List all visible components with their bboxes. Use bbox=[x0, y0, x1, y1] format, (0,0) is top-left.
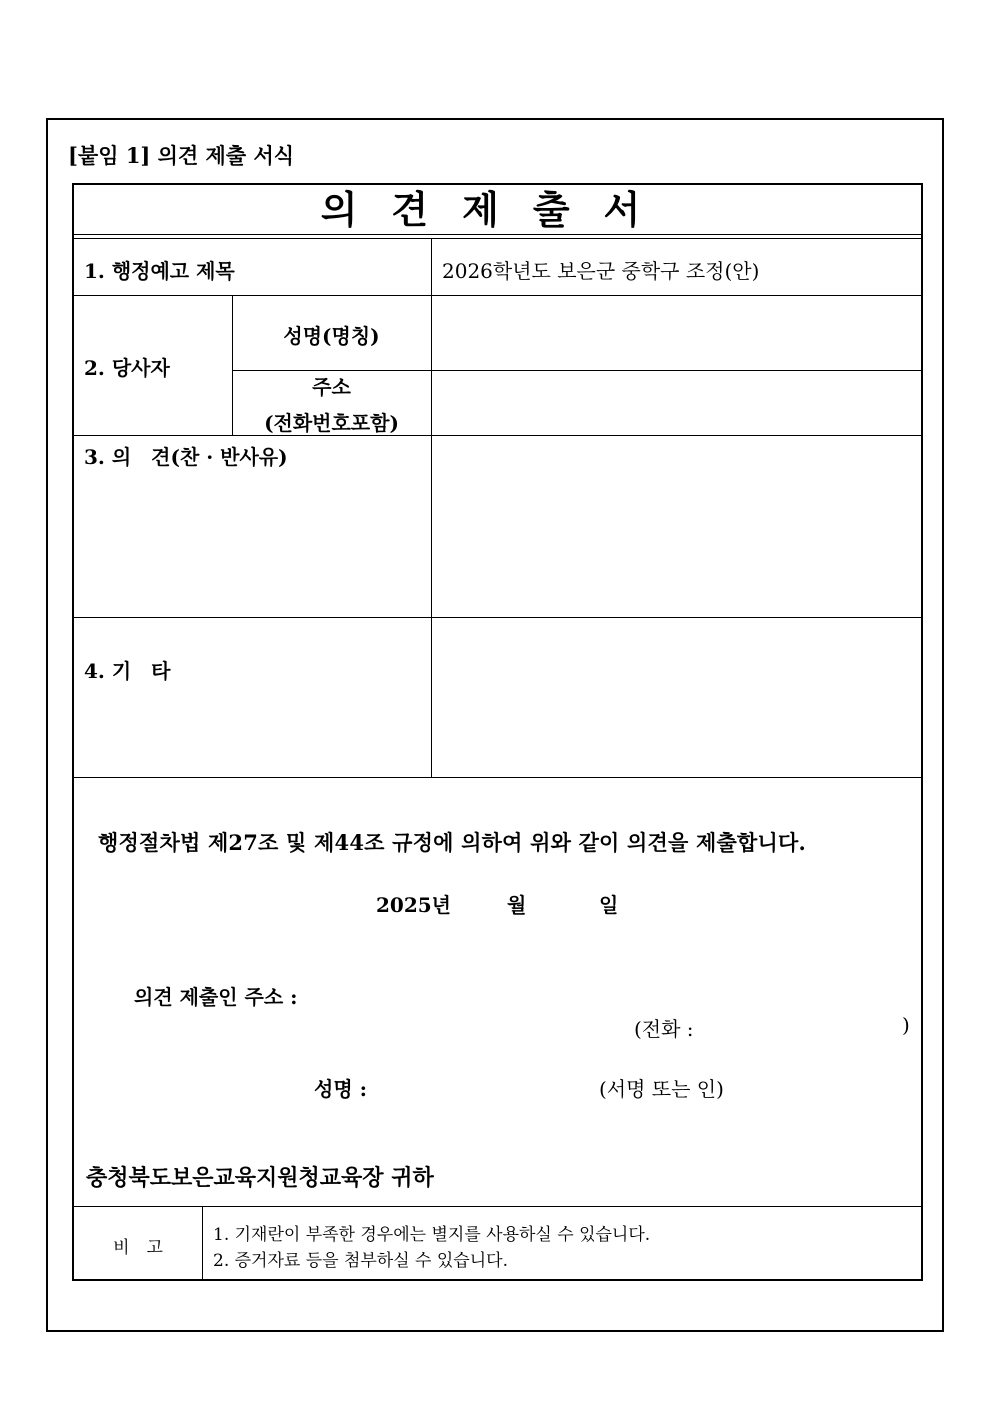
submitter-address-label: 의견 제출인 주소 : bbox=[134, 985, 298, 1009]
other-field[interactable] bbox=[432, 618, 922, 777]
recipient: 충청북도보은교육지원청교육장 귀하 bbox=[86, 1165, 434, 1191]
name-label: 성명(명칭) bbox=[283, 324, 380, 348]
opinion-form bbox=[72, 183, 923, 1281]
date-year: 2025년 bbox=[376, 893, 451, 917]
party-label: 2. 당사자 bbox=[84, 356, 170, 380]
opinion-label: 3. 의 견(찬 · 반사유) bbox=[84, 445, 288, 469]
signature-label: (서명 또는 인) bbox=[599, 1077, 724, 1101]
address-label-line1: 주소 bbox=[312, 375, 351, 399]
attachment-label: [붙임 1] 의견 제출 서식 bbox=[68, 143, 295, 168]
remarks-column-divider bbox=[202, 1206, 203, 1281]
opinion-field[interactable] bbox=[432, 436, 922, 617]
form-title: 의견제출서 bbox=[320, 188, 675, 232]
phone-open: (전화 : bbox=[634, 1017, 694, 1041]
date-month: 월 bbox=[507, 893, 527, 917]
row4-divider bbox=[74, 777, 921, 778]
submitter-name-label: 성명 : bbox=[314, 1077, 367, 1101]
title-divider-bottom bbox=[74, 238, 921, 239]
other-label: 4. 기 타 bbox=[84, 659, 171, 683]
remarks-note-2: 2. 증거자료 등을 첨부하실 수 있습니다. bbox=[213, 1251, 508, 1271]
notice-title-label: 1. 행정예고 제목 bbox=[84, 259, 235, 283]
title-divider-top bbox=[74, 234, 921, 235]
remarks-label: 비 고 bbox=[113, 1238, 163, 1258]
date-day: 일 bbox=[599, 893, 619, 917]
phone-close: ) bbox=[902, 1013, 910, 1037]
address-label-line2: (전화번호포함) bbox=[264, 411, 399, 435]
name-field[interactable] bbox=[432, 296, 922, 370]
remarks-note-1: 1. 기재란이 부족한 경우에는 별지를 사용하실 수 있습니다. bbox=[213, 1225, 651, 1245]
address-field[interactable] bbox=[432, 371, 922, 435]
notice-title-value: 2026학년도 보은군 중학구 조정(안) bbox=[442, 259, 760, 283]
declaration-statement: 행정절차법 제27조 및 제44조 규정에 의하여 위와 같이 의견을 제출합니다. bbox=[98, 830, 806, 855]
